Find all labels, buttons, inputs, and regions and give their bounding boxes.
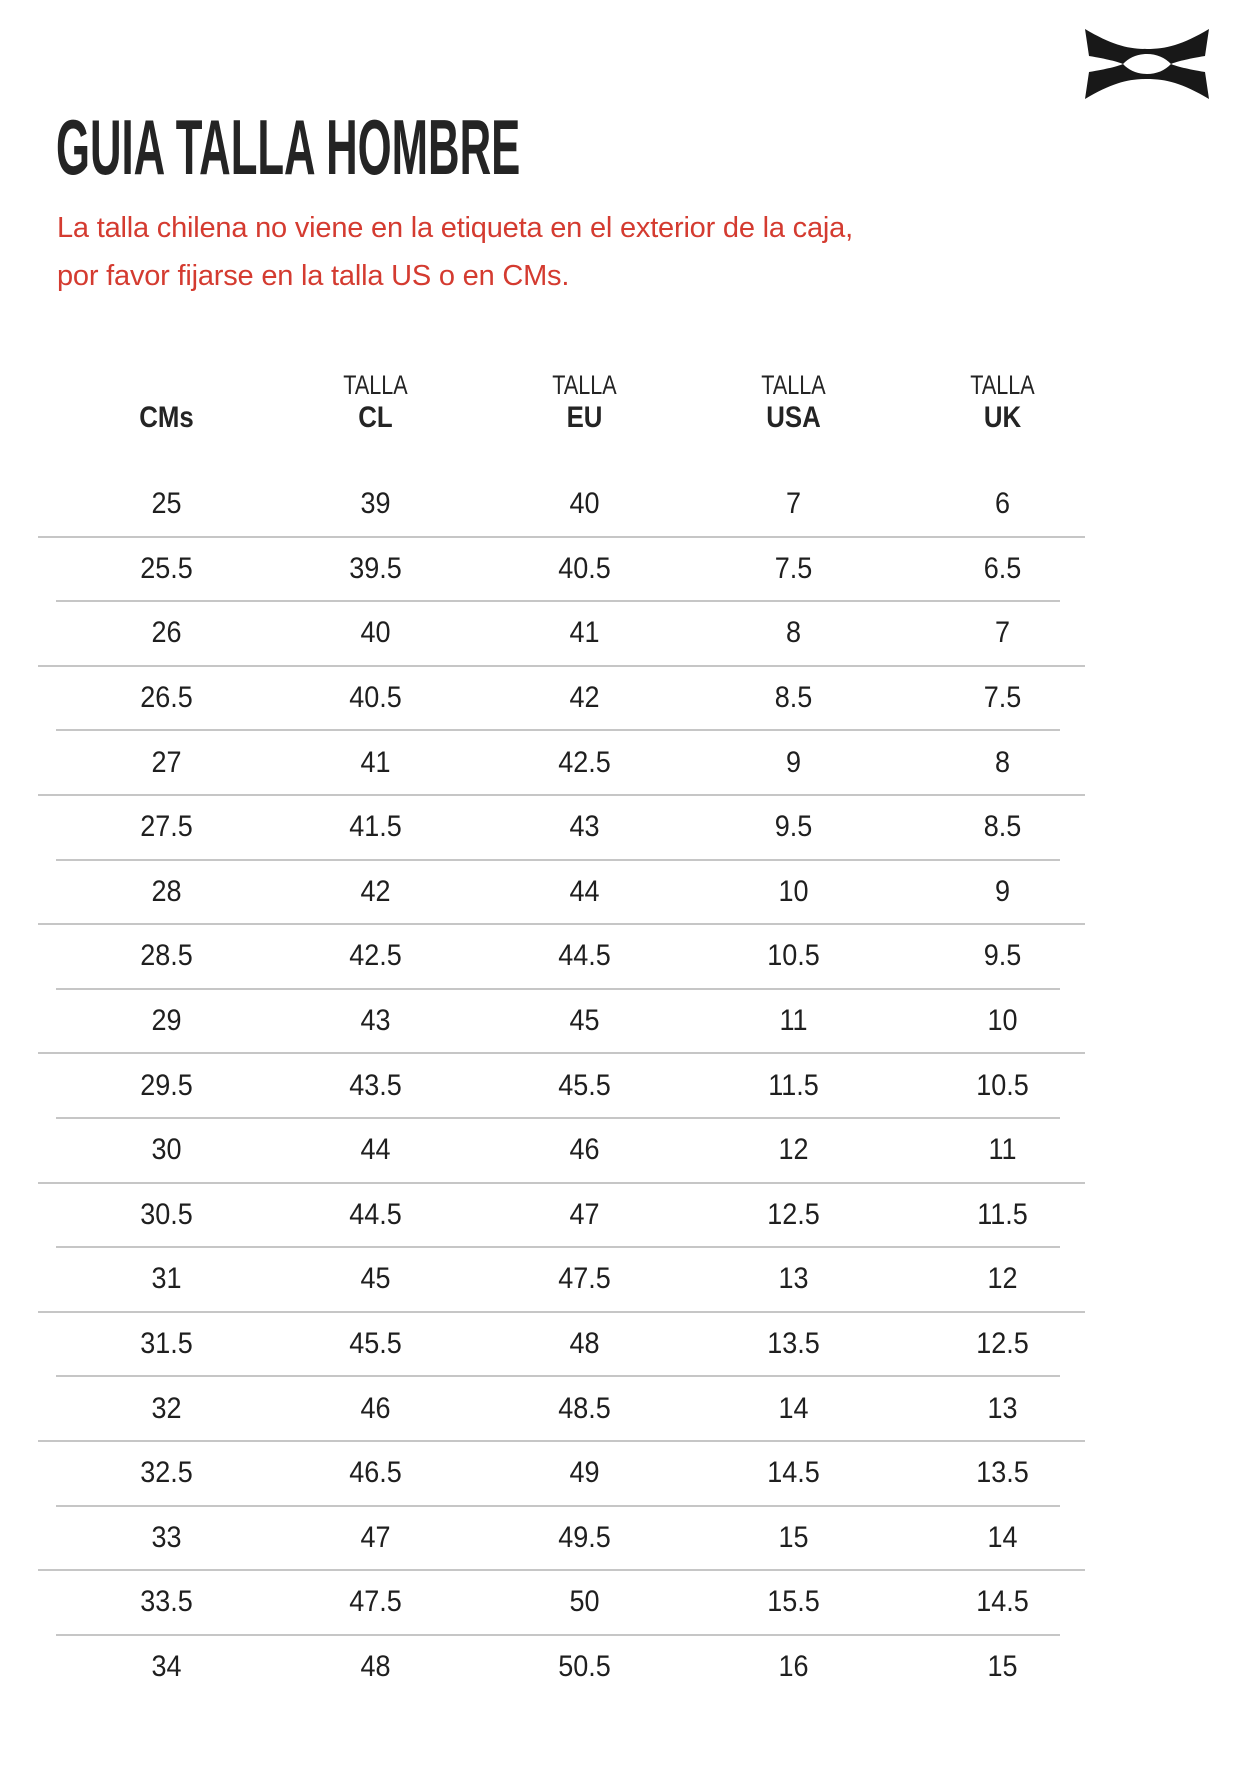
page-title: GUIA TALLA HOMBRE	[56, 103, 521, 191]
table-cell: 45.5	[349, 1327, 402, 1361]
table-cell: 14.5	[976, 1585, 1029, 1619]
table-cell: 33.5	[140, 1585, 193, 1619]
table-cell: 14	[778, 1391, 809, 1425]
table-cell: 43	[569, 810, 600, 844]
table-cell: 8	[785, 616, 802, 650]
table-cell: 41.5	[349, 810, 402, 844]
table-cell: 48	[569, 1327, 600, 1361]
table-header	[62, 372, 1107, 434]
table-cell: 46	[360, 1391, 391, 1425]
table-cell: 39	[360, 487, 391, 521]
table-cell: 30.5	[140, 1197, 193, 1231]
under-armour-logo	[1082, 28, 1212, 100]
table-row	[62, 537, 1107, 602]
table-cell: 43	[360, 1004, 391, 1038]
table-cell: 7.5	[983, 681, 1022, 715]
table-cell: 6	[994, 487, 1011, 521]
table-cell: 13	[778, 1262, 809, 1296]
table-cell: 10.5	[976, 1068, 1029, 1102]
table-cell: 42	[569, 681, 600, 715]
table-row	[62, 924, 1107, 989]
header-group-label	[83, 372, 250, 399]
table-cell: 27	[151, 745, 182, 779]
table-cell: 29	[151, 1004, 182, 1038]
table-cell: 10.5	[767, 939, 820, 973]
table-row	[62, 1506, 1107, 1571]
table-cell: 43.5	[349, 1068, 402, 1102]
table-cell: 14	[987, 1520, 1018, 1554]
table-cell: 47	[360, 1520, 391, 1554]
table-cell: 7	[994, 616, 1011, 650]
table-cell: 40	[360, 616, 391, 650]
table-cell: 28.5	[140, 939, 193, 973]
table-row	[62, 1118, 1107, 1183]
table-cell: 11	[988, 1133, 1017, 1167]
table-cell: 9	[785, 745, 802, 779]
table-cell: 44	[360, 1133, 391, 1167]
table-cell: 50.5	[558, 1649, 611, 1683]
header-label: CL	[358, 401, 393, 434]
table-cell: 40.5	[349, 681, 402, 715]
table-cell: 11.5	[977, 1197, 1028, 1231]
table-cell: 9	[994, 874, 1011, 908]
table-cell: 31.5	[140, 1327, 193, 1361]
table-cell: 44.5	[558, 939, 611, 973]
header-group-label: TALLA	[552, 370, 617, 400]
table-cell: 42.5	[558, 745, 611, 779]
table-cell: 48	[360, 1649, 391, 1683]
table-row	[62, 989, 1107, 1054]
table-cell: 9.5	[774, 810, 813, 844]
header-label: UK	[983, 401, 1022, 434]
table-cell: 49.5	[558, 1520, 611, 1554]
table-cell: 32	[151, 1391, 182, 1425]
table-cell: 25.5	[140, 551, 193, 585]
table-cell: 28	[151, 874, 182, 908]
table-cell: 12.5	[767, 1197, 820, 1231]
table-cell: 15	[987, 1649, 1018, 1683]
table-row	[62, 1183, 1107, 1248]
table-cell: 47.5	[349, 1585, 402, 1619]
table-cell: 44	[569, 874, 600, 908]
table-row	[62, 1247, 1107, 1312]
table-cell: 27.5	[140, 810, 193, 844]
table-cell: 10	[987, 1004, 1018, 1038]
table-cell: 16	[778, 1649, 809, 1683]
table-cell: 12.5	[976, 1327, 1029, 1361]
table-cell: 41	[360, 745, 391, 779]
table-cell: 26.5	[140, 681, 193, 715]
table-row	[62, 1053, 1107, 1118]
table-row	[62, 730, 1107, 795]
table-cell: 50	[569, 1585, 600, 1619]
table-cell: 13	[987, 1391, 1018, 1425]
table-cell: 48.5	[558, 1391, 611, 1425]
table-cell: 32.5	[140, 1456, 193, 1490]
table-cell: 45.5	[558, 1068, 611, 1102]
header-group-label: TALLA	[761, 370, 826, 400]
table-cell: 8.5	[983, 810, 1022, 844]
table-cell: 13.5	[976, 1456, 1029, 1490]
table-cell: 8.5	[774, 681, 813, 715]
header-label: EU	[566, 401, 603, 434]
table-row	[62, 795, 1107, 860]
table-row	[62, 1376, 1107, 1441]
table-cell: 46.5	[349, 1456, 402, 1490]
table-row	[62, 1635, 1107, 1700]
table-cell: 49	[569, 1456, 600, 1490]
table-cell: 31	[151, 1262, 182, 1296]
table-cell: 39.5	[349, 551, 402, 585]
column-header	[480, 372, 689, 434]
header-label: CMs	[139, 401, 194, 434]
table-cell: 15	[778, 1520, 809, 1554]
notice-line-2: por favor fijarse en la talla US o en CMs.	[57, 260, 570, 292]
table-cell: 25	[151, 487, 182, 521]
table-cell: 13.5	[767, 1327, 820, 1361]
table-cell: 34	[151, 1649, 182, 1683]
table-cell: 33	[151, 1520, 182, 1554]
table-row	[62, 1570, 1107, 1635]
table-cell: 47	[569, 1197, 600, 1231]
table-cell: 10	[778, 874, 809, 908]
table-row	[62, 860, 1107, 925]
header-group-label: TALLA	[970, 370, 1035, 400]
table-cell: 15.5	[767, 1585, 820, 1619]
table-cell: 29.5	[140, 1068, 193, 1102]
table-cell: 45	[569, 1004, 600, 1038]
table-cell: 40	[569, 487, 600, 521]
column-header	[898, 372, 1107, 434]
table-cell: 11.5	[768, 1068, 819, 1102]
table-cell: 44.5	[349, 1197, 402, 1231]
column-header	[689, 372, 898, 434]
table-cell: 14.5	[767, 1456, 820, 1490]
table-cell: 12	[778, 1133, 809, 1167]
table-cell: 45	[360, 1262, 391, 1296]
header-label: USA	[766, 401, 821, 434]
header-group-label: TALLA	[343, 370, 408, 400]
table-cell: 41	[569, 616, 600, 650]
table-cell: 40.5	[558, 551, 611, 585]
notice-line-1: La talla chilena no viene en la etiqueta en el exterior de la caja,	[57, 212, 853, 244]
table-row	[62, 472, 1107, 537]
column-header	[62, 372, 271, 434]
table-cell: 30	[151, 1133, 182, 1167]
table-cell: 7.5	[774, 551, 813, 585]
table-cell: 46	[569, 1133, 600, 1167]
table-cell: 47.5	[558, 1262, 611, 1296]
table-row	[62, 1441, 1107, 1506]
table-cell: 42.5	[349, 939, 402, 973]
size-notice	[57, 204, 853, 300]
table-cell: 7	[785, 487, 802, 521]
size-table	[62, 472, 1107, 1699]
table-row	[62, 601, 1107, 666]
table-cell: 6.5	[983, 551, 1022, 585]
table-cell: 26	[151, 616, 182, 650]
table-cell: 12	[987, 1262, 1018, 1296]
table-cell: 11	[779, 1004, 808, 1038]
table-row	[62, 1312, 1107, 1377]
table-cell: 9.5	[983, 939, 1022, 973]
column-header	[271, 372, 480, 434]
table-cell: 8	[994, 745, 1011, 779]
table-row	[62, 666, 1107, 731]
table-cell: 42	[360, 874, 391, 908]
